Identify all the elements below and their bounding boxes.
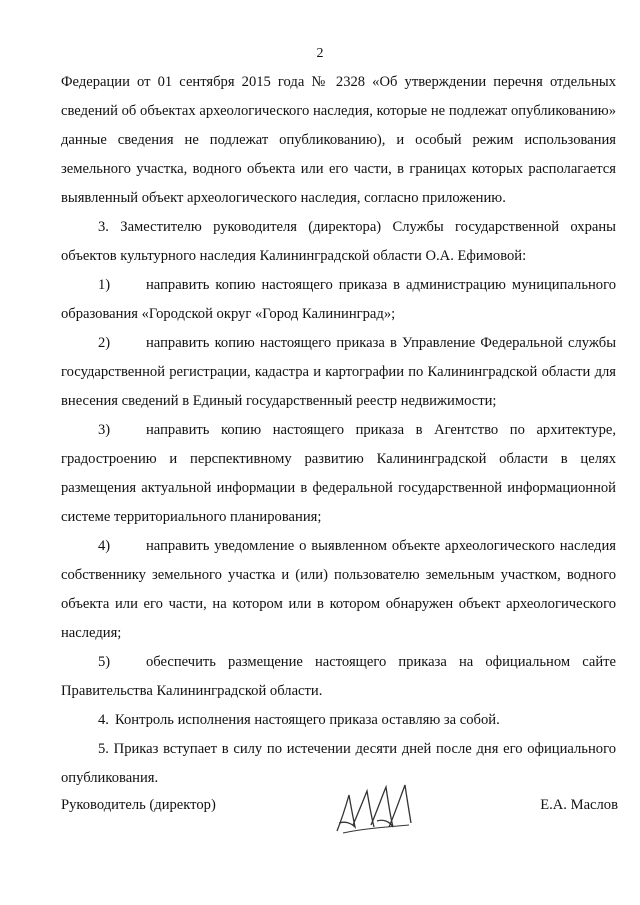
list-item-number: 4) xyxy=(98,538,111,554)
list-item xyxy=(61,329,616,416)
paragraph-4-text: Контроль исполнения настоящего приказа оставляю за собой. xyxy=(114,712,500,728)
list-item xyxy=(61,271,616,329)
list-item-text: направить уведомление о выявленном объекте археологического наследия собственнику земельного участка и (или) пользователю земельным участком, водного объекта или его части, на котором или в котором обнаружен объект археологического наследия; xyxy=(61,538,616,641)
paragraph-5: 5. Приказ вступает в силу по истечении десяти дней после дня его официального опубликования. xyxy=(61,741,616,786)
list-item-number: 5) xyxy=(98,654,111,670)
signature-block xyxy=(61,793,618,843)
paragraph-4 xyxy=(61,706,616,735)
paragraph-4-number: 4. xyxy=(98,712,109,728)
handwritten-signature xyxy=(331,781,421,841)
list-item xyxy=(61,416,616,532)
list-item xyxy=(61,648,616,706)
list-item-number: 1) xyxy=(98,277,111,293)
list-item-number: 2) xyxy=(98,335,111,351)
document-body xyxy=(61,68,616,793)
signatory-name: Е.А. Маслов xyxy=(540,797,618,813)
signatory-role: Руководитель (директор) xyxy=(61,797,216,813)
list-item-number: 3) xyxy=(98,422,111,438)
paragraph-intro: Федерации от 01 сентября 2015 года № 2328 «Об утверждении перечня отдельных сведений об объектах археологического наследия, которые не подлежат опубликованию» данные сведения не подлежат опубликованию), и особый режим использования земельного участка, водного объекта или его части, в границах которых располагается выявленный объект археологического наследия, согласно приложению. xyxy=(61,74,616,206)
paragraph-3: 3. Заместителю руководителя (директора) Службы государственной охраны объектов культурного наследия Калининградской области О.А. Ефимовой: xyxy=(61,219,616,264)
list-item-text: направить копию настоящего приказа в администрацию муниципального образования «Городской округ «Город Калининград»; xyxy=(61,277,616,322)
list-item-text: обеспечить размещение настоящего приказа на официальном сайте Правительства Калининградской области. xyxy=(61,654,616,699)
list-item xyxy=(61,532,616,648)
list-item-text: направить копию настоящего приказа в Агентство по архитектуре, градостроению и перспективному развитию Калининградской области в целях размещения актуальной информации в федеральной государственной информационной системе территориального планирования; xyxy=(61,422,616,525)
page-number: 2 xyxy=(316,46,324,61)
list-item-text: направить копию настоящего приказа в Управление Федеральной службы государственной регистрации, кадастра и картографии по Калининградской области для внесения сведений в Единый государственный реестр недвижимости; xyxy=(61,335,616,409)
